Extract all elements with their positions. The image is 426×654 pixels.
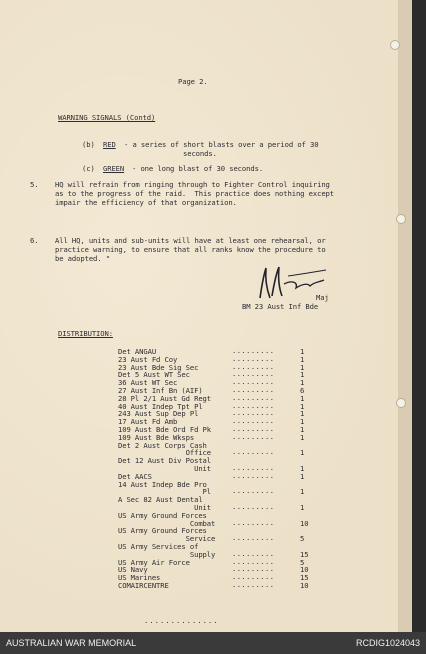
distribution-unit-cont: Unit — [118, 503, 211, 512]
footer-record-id: RCDIG1024043 — [355, 638, 420, 648]
distribution-copies: 1 — [300, 432, 305, 442]
distribution-copies: 1 — [300, 409, 305, 419]
distribution-copies: 1 — [300, 471, 305, 481]
distribution-copies: 1 — [300, 401, 305, 411]
distribution-copies: 1 — [300, 464, 305, 473]
paragraph-6-line: practice warning, to ensure that all ranks know the procedure to — [55, 245, 326, 254]
distribution-unit: US Army Services of — [118, 542, 199, 551]
punch-hole — [396, 214, 406, 224]
distribution-copies: 1 — [300, 354, 305, 364]
distribution-unit: US Army Air Force — [118, 557, 190, 567]
leader-dots: ......... — [232, 417, 275, 426]
distribution-unit: 109 Aust Bde Ord Fd Pk — [118, 425, 211, 434]
distribution-heading: DISTRIBUTION: — [58, 329, 113, 338]
distribution-unit: Det ANGAU — [118, 347, 157, 356]
distribution-unit: Det AACS — [118, 471, 152, 481]
distribution-copies: 15 — [300, 549, 309, 559]
section-heading: WARNING SIGNALS (Contd) — [58, 113, 156, 122]
page-number: Page 2. — [178, 77, 208, 86]
distribution-unit: 27 Aust Inf Bn (AIF) — [118, 386, 203, 395]
signatory-rank: Maj — [316, 293, 329, 302]
distribution-copies: 10 — [300, 581, 309, 590]
leader-dots: ......... — [232, 549, 275, 558]
signatory-appointment: BM 23 Aust Inf Bde — [242, 302, 319, 311]
paragraph-5-line: impair the efficiency of that organization. — [55, 198, 237, 207]
distribution-unit: US Army Ground Forces — [118, 526, 207, 536]
end-dots: .............. — [144, 616, 219, 625]
distribution-copies: 1 — [300, 378, 305, 388]
distribution-unit: COMAIRCENTRE — [118, 581, 169, 590]
leader-dots: ......... — [232, 362, 275, 371]
distribution-unit: 36 Aust WT Sec — [118, 378, 178, 388]
archive-footer — [0, 632, 426, 654]
signal-c-text: - one long blast of 30 seconds. — [132, 164, 264, 173]
punch-hole — [396, 398, 406, 408]
leader-dots: ......... — [232, 386, 275, 394]
leader-dots: ......... — [232, 534, 275, 543]
footer-archive-name: AUSTRALIAN WAR MEMORIAL — [6, 638, 137, 648]
distribution-unit-cont: Supply — [118, 549, 216, 559]
distribution-unit: A Sec 82 Aust Dental — [118, 495, 203, 505]
distribution-copies: 15 — [300, 573, 309, 583]
leader-dots: ......... — [232, 425, 275, 433]
distribution-copies: 1 — [300, 425, 305, 434]
paragraph-5-number: 5. — [30, 180, 39, 189]
punch-hole — [390, 40, 400, 50]
distribution-copies: 1 — [300, 503, 305, 512]
leader-dots: ......... — [232, 487, 275, 496]
distribution-unit: US Marines — [118, 573, 161, 583]
leader-dots: ......... — [232, 464, 275, 472]
signal-c-label: (c) — [82, 164, 95, 173]
distribution-unit: 28 Pl 2/1 Aust Gd Regt — [118, 393, 211, 403]
distribution-unit: Det 5 Aust WT Sec — [118, 370, 190, 380]
distribution-unit: Det 2 Aust Corps Cash — [118, 440, 207, 450]
distribution-unit: US Army Ground Forces — [118, 510, 207, 520]
leader-dots: ......... — [232, 557, 275, 566]
leader-dots: ......... — [232, 370, 275, 379]
distribution-unit-cont: Office — [118, 448, 211, 458]
signal-b-colour: RED — [103, 140, 116, 149]
distribution-copies: 1 — [300, 448, 305, 458]
distribution-copies: 1 — [300, 347, 305, 356]
distribution-unit: 23 Aust Bde Sig Sec — [118, 362, 199, 372]
distribution-unit-cont: Service — [118, 534, 216, 544]
leader-dots: ......... — [232, 393, 275, 402]
distribution-copies: 5 — [300, 557, 305, 567]
distribution-copies: 1 — [300, 370, 305, 380]
signal-c-colour: GREEN — [103, 164, 125, 173]
distribution-copies: 6 — [300, 386, 305, 395]
distribution-unit-cont: Combat — [118, 518, 216, 528]
distribution-unit: 23 Aust Fd Coy — [118, 354, 178, 364]
signal-b-text-cont: seconds. — [183, 149, 217, 158]
leader-dots: ......... — [232, 354, 275, 363]
paragraph-6-line: All HQ, units and sub-units will have at least one rehearsal, or — [55, 236, 326, 245]
page-edge — [398, 0, 412, 632]
distribution-unit-cont: Pl — [118, 487, 211, 497]
distribution-copies: 10 — [300, 518, 309, 528]
signal-b-label: (b) — [82, 140, 95, 149]
paragraph-6-number: 6. — [30, 236, 39, 245]
distribution-copies: 10 — [300, 565, 309, 575]
leader-dots: ......... — [232, 409, 275, 418]
paragraph-5-line: as to the progress of the raid. This practice does nothing except — [55, 189, 334, 198]
leader-dots: ......... — [232, 503, 275, 511]
distribution-copies: 1 — [300, 487, 305, 497]
leader-dots: ......... — [232, 432, 275, 441]
distribution-unit: 243 Aust Sup Dep Pl — [118, 409, 199, 419]
leader-dots: ......... — [232, 573, 275, 582]
distribution-copies: 1 — [300, 362, 305, 372]
distribution-copies: 1 — [300, 393, 305, 403]
paragraph-5-line: HQ will refrain from ringing through to Fighter Control inquiring — [55, 180, 330, 189]
leader-dots: ......... — [232, 347, 275, 355]
distribution-copies: 5 — [300, 534, 305, 544]
distribution-unit: Det 12 Aust Div Postal — [118, 456, 211, 466]
distribution-unit: 14 Aust Indep Bde Pro — [118, 479, 207, 489]
leader-dots: ......... — [232, 518, 275, 527]
distribution-unit: 40 Aust Indep Tpt Pl — [118, 401, 203, 411]
leader-dots: ......... — [232, 471, 275, 480]
distribution-unit: US Navy — [118, 565, 148, 575]
leader-dots: ......... — [232, 581, 275, 589]
leader-dots: ......... — [232, 565, 275, 574]
distribution-unit: 17 Aust Fd Amb — [118, 417, 178, 427]
distribution-unit: 109 Aust Bde Wksps — [118, 432, 195, 442]
leader-dots: ......... — [232, 401, 275, 410]
leader-dots: ......... — [232, 448, 275, 457]
paragraph-6-line: be adopted. " — [55, 254, 110, 263]
distribution-unit-cont: Unit — [118, 464, 211, 473]
leader-dots: ......... — [232, 378, 275, 387]
distribution-copies: 1 — [300, 417, 305, 427]
signal-b-text: - a series of short blasts over a period of 30 — [124, 140, 319, 149]
